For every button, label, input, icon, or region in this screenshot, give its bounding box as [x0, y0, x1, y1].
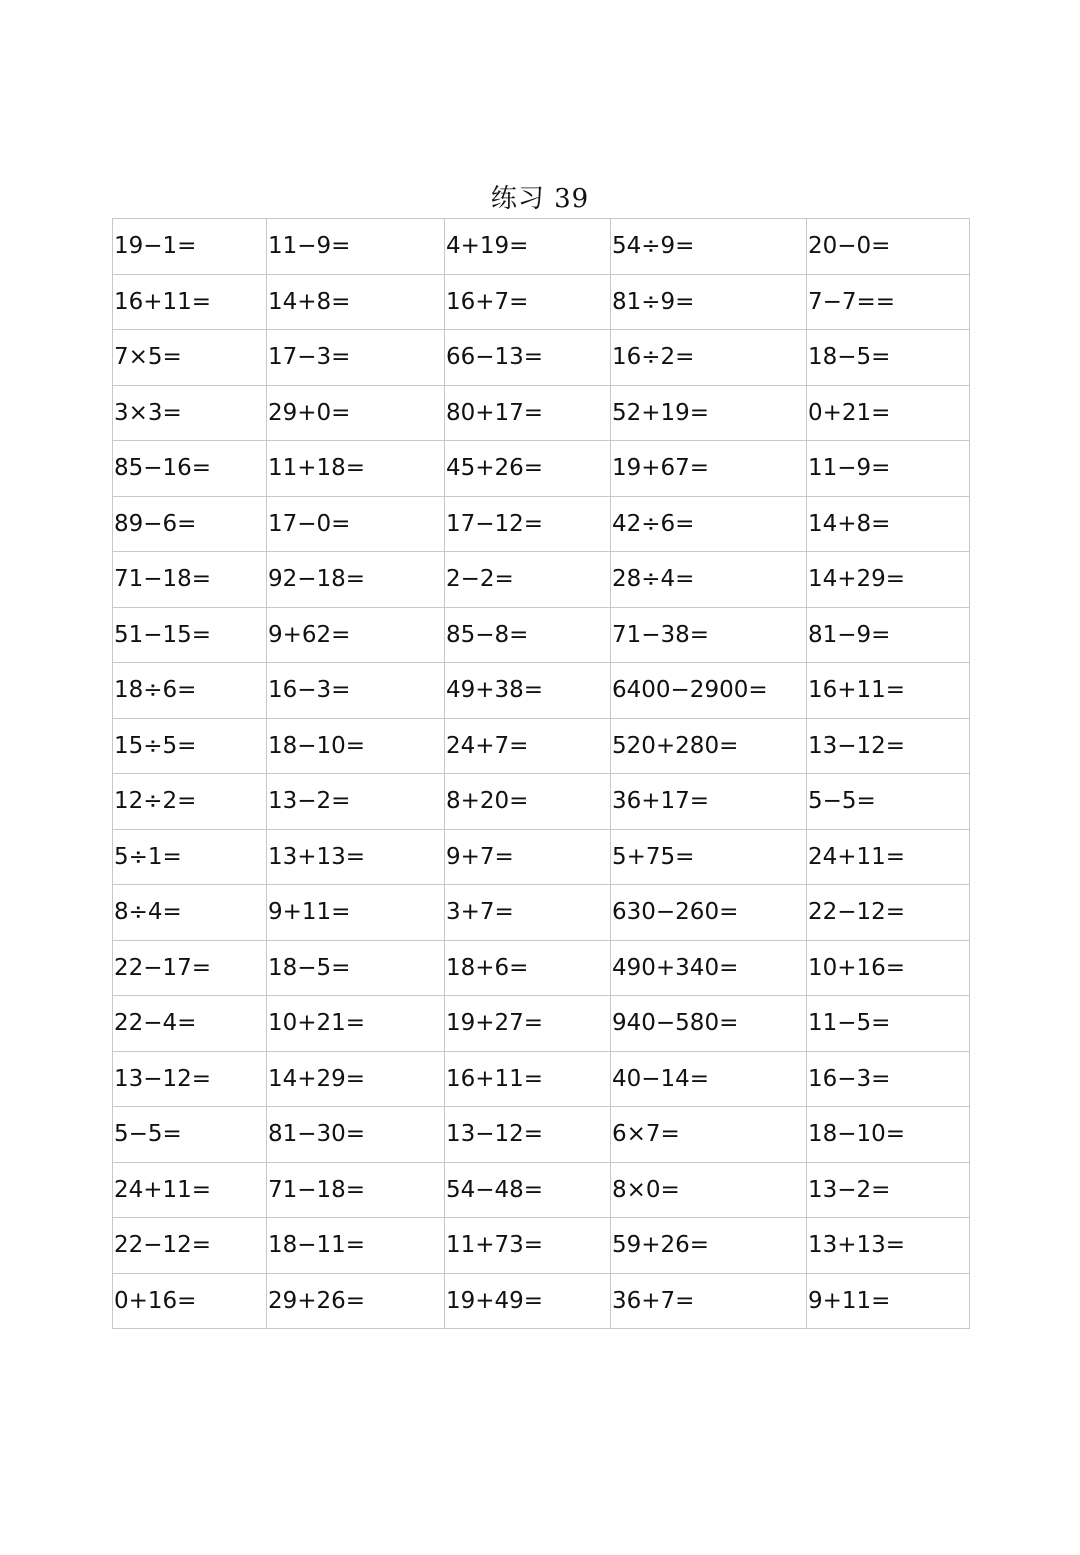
problem-cell: 5÷1=	[113, 829, 267, 885]
table-row	[113, 496, 970, 552]
problem-cell: 71−18=	[267, 1162, 445, 1218]
problem-cell: 14+29=	[267, 1051, 445, 1107]
problem-cell: 6400−2900=	[611, 663, 807, 719]
table-row	[113, 1051, 970, 1107]
problem-cell: 28÷4=	[611, 552, 807, 608]
problem-cell: 17−0=	[267, 496, 445, 552]
problem-cell: 3+7=	[445, 885, 611, 941]
problem-cell: 22−4=	[113, 996, 267, 1052]
table-row	[113, 1218, 970, 1274]
problem-cell: 940−580=	[611, 996, 807, 1052]
table-row	[113, 663, 970, 719]
problem-cell: 3×3=	[113, 385, 267, 441]
problem-cell: 10+21=	[267, 996, 445, 1052]
problem-cell: 18−5=	[807, 330, 970, 386]
problem-cell: 49+38=	[445, 663, 611, 719]
problem-cell: 19+49=	[445, 1273, 611, 1329]
problem-cell: 16+11=	[113, 274, 267, 330]
table-row	[113, 996, 970, 1052]
problem-cell: 16+11=	[807, 663, 970, 719]
problem-cell: 13−12=	[807, 718, 970, 774]
problem-cell: 14+8=	[267, 274, 445, 330]
table-row	[113, 1273, 970, 1329]
problem-cell: 18÷6=	[113, 663, 267, 719]
problem-cell: 24+11=	[113, 1162, 267, 1218]
problem-cell: 18−10=	[807, 1107, 970, 1163]
problem-cell: 18−10=	[267, 718, 445, 774]
table-row	[113, 385, 970, 441]
problem-cell: 16−3=	[267, 663, 445, 719]
problem-cell: 71−18=	[113, 552, 267, 608]
problem-cell: 11−5=	[807, 996, 970, 1052]
problem-cell: 490+340=	[611, 940, 807, 996]
problem-cell: 7−7==	[807, 274, 970, 330]
problem-cell: 45+26=	[445, 441, 611, 497]
problem-cell: 11−9=	[807, 441, 970, 497]
problem-cell: 22−12=	[113, 1218, 267, 1274]
problem-cell: 9+11=	[807, 1273, 970, 1329]
problem-cell: 29+26=	[267, 1273, 445, 1329]
problem-cell: 8×0=	[611, 1162, 807, 1218]
problem-cell: 66−13=	[445, 330, 611, 386]
problem-cell: 16÷2=	[611, 330, 807, 386]
arithmetic-table	[112, 218, 970, 1329]
problem-cell: 22−12=	[807, 885, 970, 941]
problem-cell: 12÷2=	[113, 774, 267, 830]
table-row	[113, 718, 970, 774]
problem-cell: 520+280=	[611, 718, 807, 774]
problem-cell: 54−48=	[445, 1162, 611, 1218]
table-row	[113, 829, 970, 885]
problem-cell: 92−18=	[267, 552, 445, 608]
table-row	[113, 1107, 970, 1163]
problem-cell: 4+19=	[445, 219, 611, 275]
problem-cell: 18+6=	[445, 940, 611, 996]
problem-cell: 36+7=	[611, 1273, 807, 1329]
problem-cell: 10+16=	[807, 940, 970, 996]
problem-cell: 9+11=	[267, 885, 445, 941]
problem-cell: 11+73=	[445, 1218, 611, 1274]
problem-cell: 19−1=	[113, 219, 267, 275]
problem-rows	[113, 219, 970, 1329]
problem-cell: 630−260=	[611, 885, 807, 941]
problem-cell: 85−8=	[445, 607, 611, 663]
problem-cell: 89−6=	[113, 496, 267, 552]
worksheet-title: 练习 39	[490, 184, 590, 214]
table-row	[113, 330, 970, 386]
problem-cell: 36+17=	[611, 774, 807, 830]
problem-cell: 22−17=	[113, 940, 267, 996]
problem-cell: 14+8=	[807, 496, 970, 552]
table-row	[113, 940, 970, 996]
problem-cell: 17−12=	[445, 496, 611, 552]
problem-cell: 13−2=	[807, 1162, 970, 1218]
problem-cell: 13−12=	[113, 1051, 267, 1107]
problem-cell: 54÷9=	[611, 219, 807, 275]
problem-cell: 14+29=	[807, 552, 970, 608]
table-row	[113, 774, 970, 830]
problem-cell: 19+27=	[445, 996, 611, 1052]
problem-cell: 2−2=	[445, 552, 611, 608]
problem-cell: 16+11=	[445, 1051, 611, 1107]
problem-cell: 5−5=	[113, 1107, 267, 1163]
problem-cell: 29+0=	[267, 385, 445, 441]
table-row	[113, 885, 970, 941]
problem-cell: 18−11=	[267, 1218, 445, 1274]
problem-cell: 81−30=	[267, 1107, 445, 1163]
problem-cell: 11+18=	[267, 441, 445, 497]
problem-cell: 17−3=	[267, 330, 445, 386]
problem-cell: 51−15=	[113, 607, 267, 663]
problem-cell: 11−9=	[267, 219, 445, 275]
problem-cell: 85−16=	[113, 441, 267, 497]
problem-cell: 9+7=	[445, 829, 611, 885]
problem-cell: 13−12=	[445, 1107, 611, 1163]
problem-cell: 80+17=	[445, 385, 611, 441]
problem-cell: 59+26=	[611, 1218, 807, 1274]
table-row	[113, 552, 970, 608]
problem-cell: 16+7=	[445, 274, 611, 330]
problem-cell: 8+20=	[445, 774, 611, 830]
problem-cell: 6×7=	[611, 1107, 807, 1163]
problem-cell: 42÷6=	[611, 496, 807, 552]
problem-cell: 19+67=	[611, 441, 807, 497]
problem-cell: 15÷5=	[113, 718, 267, 774]
problem-cell: 13−2=	[267, 774, 445, 830]
problem-cell: 24+11=	[807, 829, 970, 885]
table-row	[113, 219, 970, 275]
problem-cell: 20−0=	[807, 219, 970, 275]
problem-cell: 0+21=	[807, 385, 970, 441]
problem-cell: 7×5=	[113, 330, 267, 386]
problem-cell: 8÷4=	[113, 885, 267, 941]
problem-cell: 5+75=	[611, 829, 807, 885]
problem-cell: 13+13=	[267, 829, 445, 885]
problem-cell: 81÷9=	[611, 274, 807, 330]
problem-cell: 0+16=	[113, 1273, 267, 1329]
table-row	[113, 1162, 970, 1218]
problem-cell: 5−5=	[807, 774, 970, 830]
table-row	[113, 441, 970, 497]
problem-cell: 16−3=	[807, 1051, 970, 1107]
problem-cell: 52+19=	[611, 385, 807, 441]
problem-cell: 13+13=	[807, 1218, 970, 1274]
problem-cell: 81−9=	[807, 607, 970, 663]
problem-cell: 24+7=	[445, 718, 611, 774]
table-row	[113, 274, 970, 330]
problem-cell: 40−14=	[611, 1051, 807, 1107]
problem-cell: 9+62=	[267, 607, 445, 663]
problem-cell: 18−5=	[267, 940, 445, 996]
problem-cell: 71−38=	[611, 607, 807, 663]
table-row	[113, 607, 970, 663]
